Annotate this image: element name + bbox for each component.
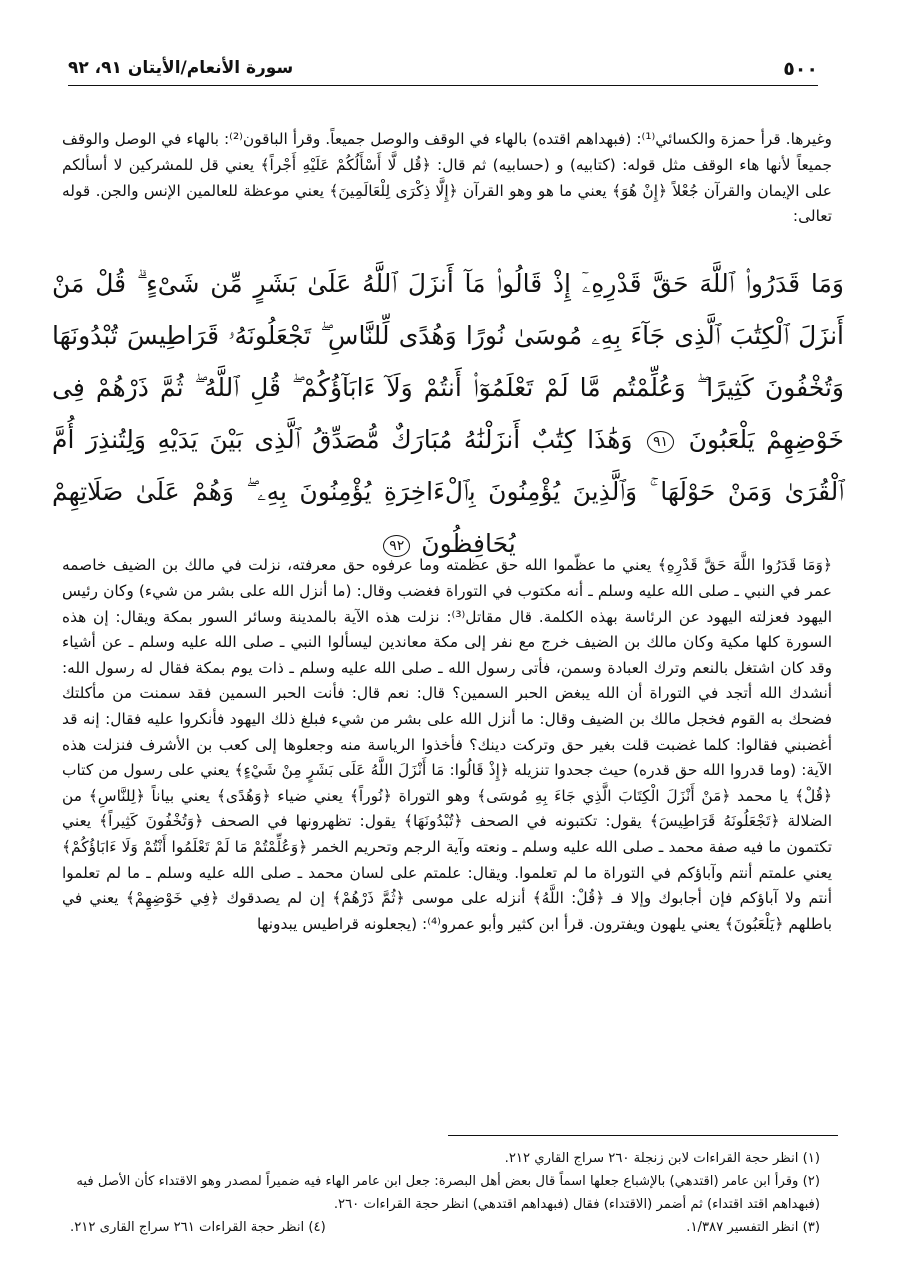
intro-paragraph: وغيرها. قرأ حمزة والكسائي⁽¹⁾: (فبهداهم اقتده) بالهاء في الوقف والوصل جميعاً. وقرأ الباقون⁽²⁾: بالهاء في الوصل والوقف جميعاً لأنها هاء الوقف مثل قوله: (كتابيه) و (حسابيه) ثم قال: ﴿قُل لَّا أَسْأَلُكُمْ عَلَيْهِ أَجْراً﴾ يعني قل للمشركين لا أسألكم على الإيمان والقرآن جُعْلاً ﴿إِنْ هُوَ﴾ يعني ما هو وهو القرآن ﴿إِلَّا ذِكْرَى لِلْعَالَمِينَ﴾ يعني موعظة للعالمين الإنس والجن. قوله تعالى: [62,130,832,226]
verse-number-91: ٩١ [647,431,674,453]
verse-92-text: وَهَٰذَا كِتَٰبٌ أَنزَلْنَٰهُ مُبَارَكٌ مُّصَدِّقُ ٱلَّذِى بَيْنَ يَدَيْهِ وَلِتُنذِرَ أُمَّ ٱلْقُرَىٰ وَمَنْ حَوْلَهَا ۚ وَٱلَّذِينَ يُؤْمِنُونَ بِٱلْءَاخِرَةِ يُؤْمِنُونَ بِهِۦ ۖ وَهُمْ عَلَىٰ صَلَاتِهِمْ يُحَافِظُونَ [52,425,844,558]
commentary-paragraph: ﴿وَمَا قَدَرُوا اللَّهَ حَقَّ قَدْرِهِ﴾ يعني ما عظّموا الله حق عظمته وما عرفوه حق معرفته، نزلت في مالك بن الضيف خاصمه عمر في النبي ـ صلى الله عليه وسلم ـ أنه مكتوب في التوراة فغضب وقال: (ما أنزل الله على بشر من شيء) وكان رئيس اليهود فعزلته اليهود عن الرئاسة بهذه الكلمة. قال مقاتل⁽³⁾: نزلت هذه الآية بالمدينة وسائر السور بمكة ويقال: إن هذه السورة كلها مكية وكان مالك بن الضيف خرج مع نفر إلى مكة معاندين ليسألوا النبي ـ صلى الله عليه وسلم ـ عن أشياء وقد كان اشتغل بالنعم وترك العبادة وسمن، فأتى رسول الله ـ صلى الله عليه وسلم ـ ذات يوم بمكة فقال له رسول الله: أنشدك الله أتجد في التوراة أن الله يبغض الحبر السمين؟ قال: نعم قال: فأنت الحبر السمين فقد سمنت من مأكلتك فضحك به القوم فخجل مالك بن الضيف وقال: ما أنزل الله على بشر من شيء فبلغ ذلك اليهود فأنكروا عليه فقال: إنه قد أغضبني فقالوا: كلما غضبت قلت بغير حق وتركت دينك؟ فأخذوا الرياسة منه وجعلوها إلى كعب بن الأشرف فنزلت هذه الآية: (وما قدروا الله حق قدره) حيث جحدوا تنزيله ﴿إِذْ قَالُوا: مَا أَنْزَلَ اللَّهُ عَلَى بَشَرٍ مِنْ شَيْءٍ﴾ يعني على رسول من كتاب ﴿قُلْ﴾ يا محمد ﴿مَنْ أَنْزَلَ الْكِتَابَ الَّذِي جَاءَ بِهِ مُوسَى﴾ وهو التوراة ﴿نُوراً﴾ يعني ضياء ﴿وَهُدًى﴾ يعني بياناً ﴿لِلنَّاسِ﴾ من الضلالة ﴿تَجْعَلُونَهُ قَرَاطِيسَ﴾ يقول: تكتبونه في الصحف ﴿تُبْدُونَهَا﴾ يقول: تظهرونها في الصحف ﴿وَتُخْفُونَ كَثِيراً﴾ يعني تكتمون ما فيه صفة محمد ـ صلى الله عليه وسلم ـ ونعته وآية الرجم وتحريم الخمر ﴿وَعُلِّمْتُمْ مَا لَمْ تَعْلَمُوا أَنْتُمْ وَلَا ءَابَاؤُكُمْ﴾ يعني علمتم أنتم وآباؤكم في التوراة ما لم تعلموا. ويقال: علمتم على لسان محمد ـ صلى الله عليه وسلم ـ ما لم تعلموا أنتم ولا آباؤكم فإن أجابوك وإلا فـ ﴿قُلْ: اللَّهُ﴾ أنزله على موسى ﴿ثُمَّ ذَرْهُمْ﴾ إن لم يصدقوك ﴿فِي خَوْضِهِمْ﴾ يعني في باطلهم ﴿يَلْعَبُونَ﴾ يعني يلهون ويفترون. قرأ ابن كثير وأبو عمرو⁽⁴⁾: (يجعلونه قراطيس يبدونها [62,556,833,933]
running-title: سورة الأنعام/الأيتان ٩١، ٩٢ [68,58,294,78]
footnote-3: (٣) انظر التفسير ١/٣٨٧. [686,1220,820,1235]
footnote-row [70,1216,820,1239]
footnote-2: (٢) وقرأ ابن عامر (اقتدهي) بالإشباع جعلها اسماً قال بعض أهل البصرة: جعل ابن عامر الهاء فيه ضميراً لمصدر وهو الاقتداء كأن الأصل فيه (فبهداهم اقتد اقتداء) ثم أضمر (الاقتداء) فقال (فبهداهم اقتدهي) انظر حجة القراءات ٢٦٠. [76,1174,820,1212]
quran-verse-block [52,258,844,570]
footnote-rule [448,1135,838,1136]
footnotes [70,1147,820,1239]
verse-number-92: ٩٢ [383,535,410,557]
footnote-4: (٤) انظر حجة القراءات ٢٦١ سراج القارى ٢١٢. [70,1220,326,1235]
verse-91-text: وَمَا قَدَرُوا۟ ٱللَّهَ حَقَّ قَدْرِهِۦٓ إِذْ قَالُوا۟ مَآ أَنزَلَ ٱللَّهُ عَلَىٰ بَشَرٍ مِّن شَىْءٍ ۗ قُلْ مَنْ أَنزَلَ ٱلْكِتَٰبَ ٱلَّذِى جَآءَ بِهِۦ مُوسَىٰ نُورًا وَهُدًى لِّلنَّاسِ ۖ تَجْعَلُونَهُۥ قَرَاطِيسَ تُبْدُونَهَا وَتُخْفُونَ كَثِيرًا ۖ وَعُلِّمْتُم مَّا لَمْ تَعْلَمُوٓا۟ أَنتُمْ وَلَآ ءَابَآؤُكُمْ ۖ قُلِ ٱللَّهُ ۖ ثُمَّ ذَرْهُمْ فِى خَوْضِهِمْ يَلْعَبُونَ [52,269,845,454]
page-number: ٥٠٠ [783,58,818,80]
footnote-1: (١) انظر حجة القراءات لابن زنجلة ٢٦٠ سراج القاري ٢١٢. [504,1151,820,1166]
page-header [68,52,818,86]
header-rule [68,85,818,86]
